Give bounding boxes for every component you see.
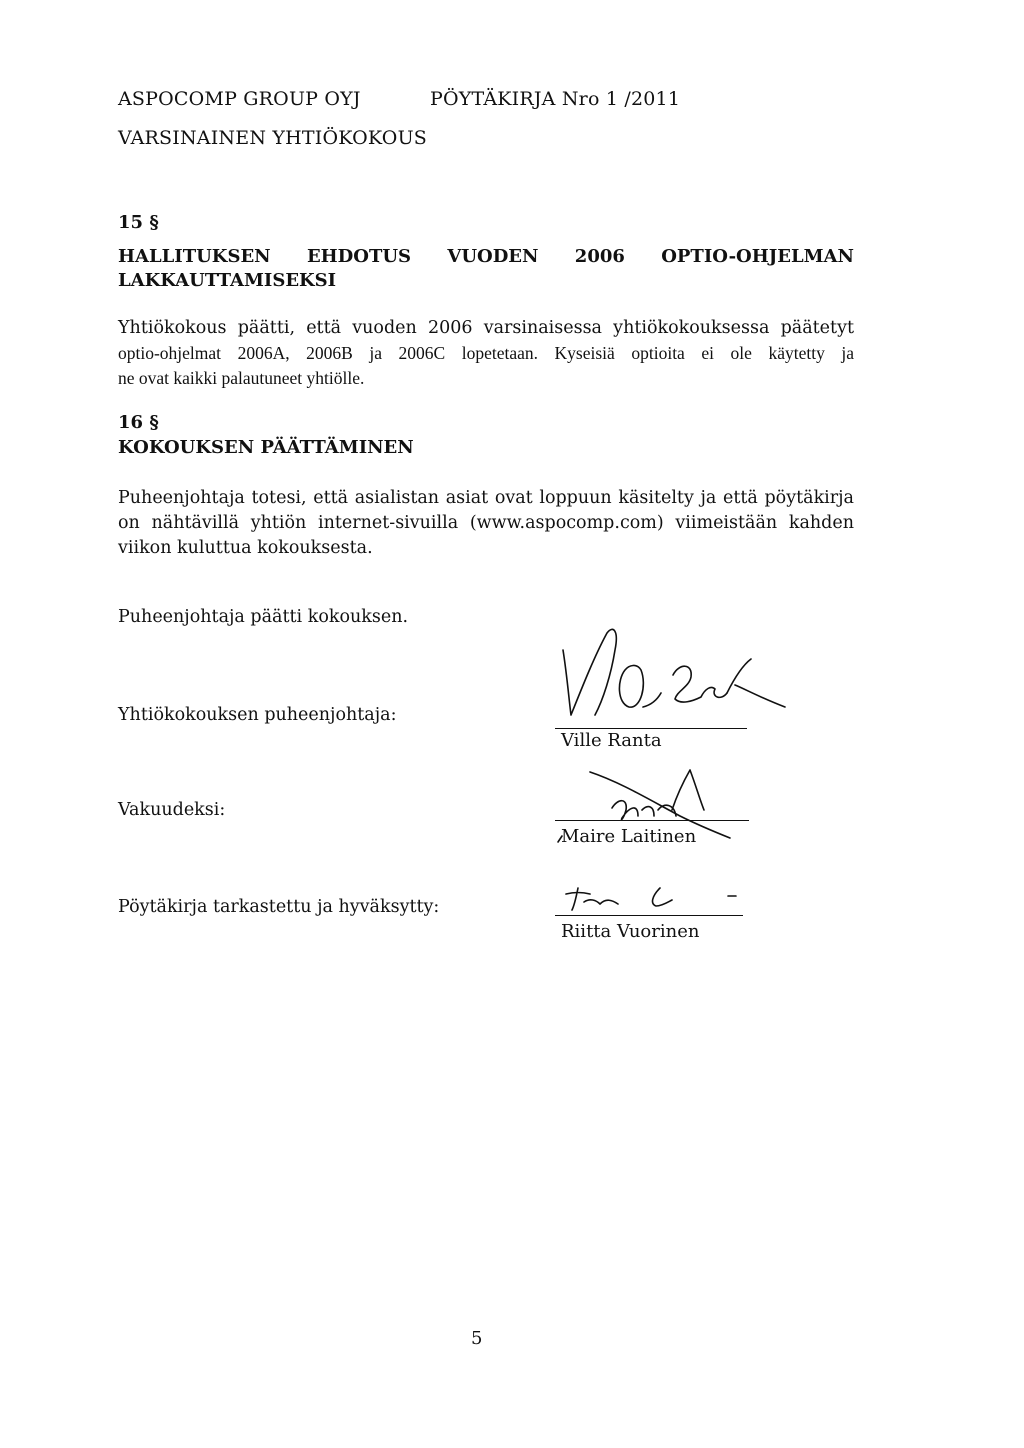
title-word: HALLITUKSEN <box>118 246 271 267</box>
section-15-body-line: optio-ohjelmat 2006A, 2006B ja 2006C lopetetaan. Kyseisiä optioita ei ole käytetty ja <box>118 343 854 363</box>
signature-line <box>555 820 749 821</box>
signature-role-witness: Vakuudeksi: <box>118 800 226 820</box>
section-15-title-line2: LAKKAUTTAMISEKSI <box>118 270 337 291</box>
section-16-body-line: Puheenjohtaja totesi, että asialistan asiat ovat loppuun käsitelty ja että pöytäkirja <box>118 488 854 508</box>
signature-line <box>555 915 743 916</box>
signature-riitta-vuorinen <box>560 880 760 920</box>
meeting-title: VARSINAINEN YHTIÖKOKOUS <box>118 127 428 149</box>
signature-ville-ranta <box>555 615 795 730</box>
page-number: 5 <box>471 1328 483 1349</box>
signatory-name: Ville Ranta <box>561 730 662 751</box>
section-15-title-line1 <box>118 246 854 267</box>
section-16-body-last: viikon kuluttua kokouksesta. <box>118 538 373 558</box>
signature-role-chair: Yhtiökokouksen puheenjohtaja: <box>118 705 397 725</box>
signature-role-reviewer: Pöytäkirja tarkastettu ja hyväksytty: <box>118 897 440 917</box>
section-16-body-line: on nähtävillä yhtiön internet-sivuilla (www.aspocomp.com) viimeistään kahden <box>118 513 854 533</box>
company-name: ASPOCOMP GROUP OYJ <box>118 88 361 110</box>
signatory-name: Riitta Vuorinen <box>561 921 700 942</box>
title-word: VUODEN <box>447 246 539 267</box>
title-word: OPTIO-OHJELMAN <box>661 246 854 267</box>
section-15-number: 15 § <box>118 212 159 233</box>
signatory-name: Maire Laitinen <box>561 826 697 847</box>
signature-line <box>555 728 747 729</box>
section-15-body-line: Yhtiökokous päätti, että vuoden 2006 varsinaisessa yhtiökokouksessa päätetyt <box>118 318 854 338</box>
title-word: 2006 <box>574 246 625 267</box>
document-number: PÖYTÄKIRJA Nro 1 /2011 <box>430 88 681 110</box>
closing-statement: Puheenjohtaja päätti kokouksen. <box>118 607 409 627</box>
section-16-number: 16 § <box>118 412 159 433</box>
title-word: EHDOTUS <box>306 246 412 267</box>
section-15-body-last: ne ovat kaikki palautuneet yhtiölle. <box>118 368 365 388</box>
section-16-title: KOKOUKSEN PÄÄTTÄMINEN <box>118 437 414 458</box>
